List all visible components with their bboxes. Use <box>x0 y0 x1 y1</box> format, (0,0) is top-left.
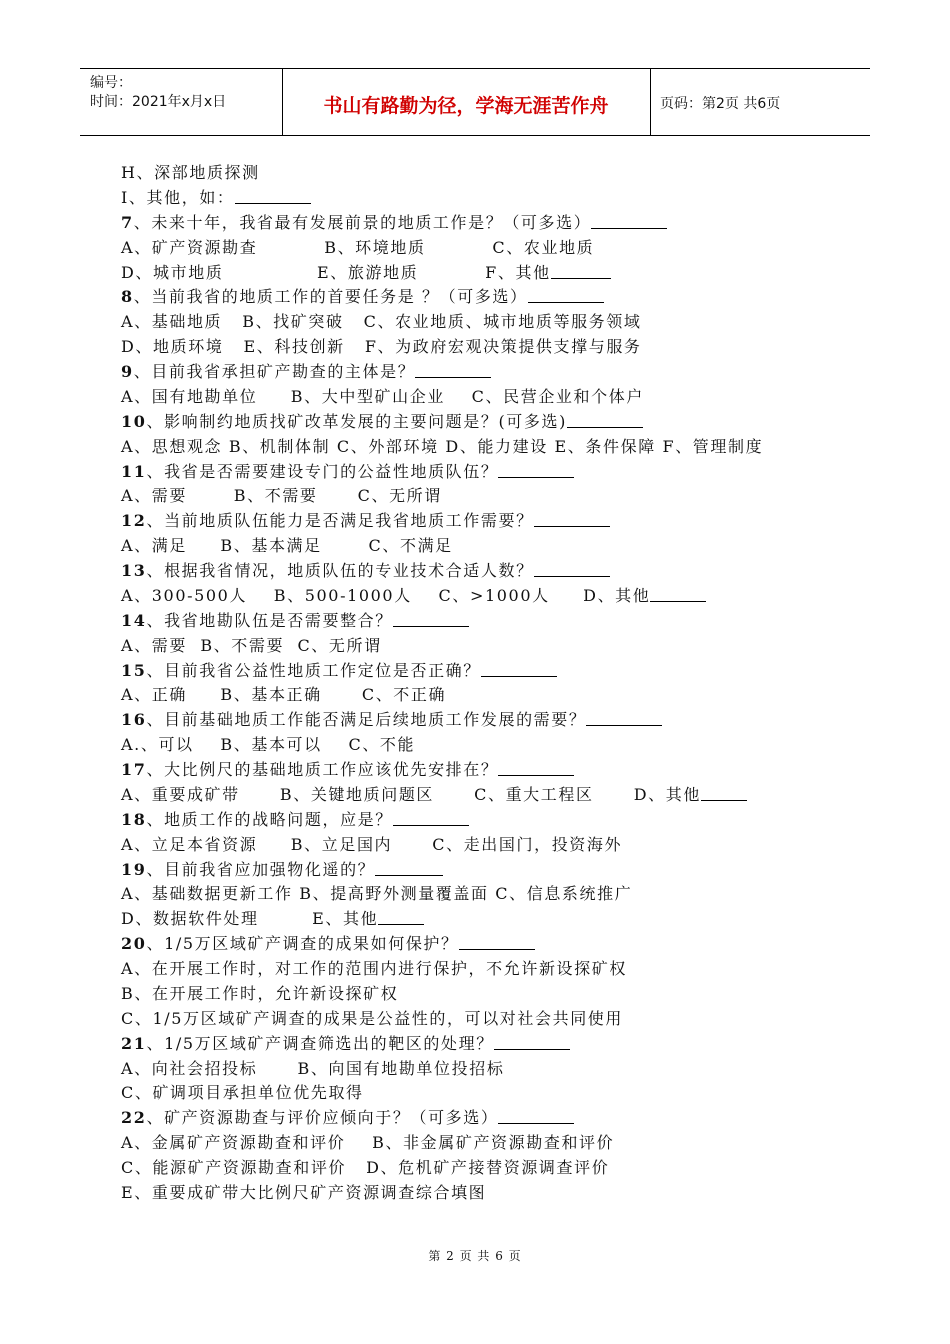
line-text: H、深部地质探测 <box>121 163 260 182</box>
option-line <box>121 1081 841 1106</box>
option-line <box>121 584 841 609</box>
line-text: A、正确 B、基本正确 C、不正确 <box>121 685 447 705</box>
line-text: 、当前地质队伍能力是否满足我省地质工作需要？ <box>146 511 534 531</box>
line-text: 、大比例尺的基础地质工作应该优先安排在？ <box>146 760 499 779</box>
option-line <box>121 310 841 335</box>
line-text: 、我省地勘队伍是否需要整合？ <box>146 610 393 630</box>
line-text: 、目前我省应加强物化遥的？ <box>146 859 376 879</box>
answer-blank[interactable] <box>378 908 424 925</box>
option-line <box>121 783 841 808</box>
line-text: C、矿调项目承担单位优先取得 <box>121 1083 364 1103</box>
line-text: A、满足 B、基本满足 C、不满足 <box>121 536 453 556</box>
question-line <box>121 1106 841 1131</box>
answer-blank[interactable] <box>375 859 443 876</box>
option-line <box>121 1181 841 1206</box>
answer-blank[interactable] <box>393 610 469 627</box>
line-text: D、地质环境 E、科技创新 F、为政府宏观决策提供支撑与服务 <box>121 337 642 357</box>
question-line <box>121 858 841 883</box>
question-line <box>121 659 841 684</box>
option-line <box>121 1131 841 1156</box>
line-text: 、当前我省的地质工作的首要任务是 ？（可多选） <box>133 287 528 307</box>
option-line <box>121 236 841 261</box>
answer-blank[interactable] <box>481 660 557 677</box>
line-text: 、地质工作的战略问题，应是？ <box>146 809 393 829</box>
line-text: 、未来十年，我省最有发展前景的地质工作是？（可多选） <box>133 212 592 232</box>
line-text: 、目前我省承担矿产勘查的主体是？ <box>133 362 416 381</box>
option-line <box>121 484 841 509</box>
line-text: A、在开展工作时，对工作的范围内进行保护，不允许新设探矿权 <box>121 959 627 978</box>
option-line <box>121 733 841 758</box>
option-line <box>121 957 841 982</box>
option-line <box>121 1057 841 1082</box>
question-number: 19 <box>121 859 147 879</box>
question-number: 11 <box>121 461 147 481</box>
option-line <box>121 335 841 360</box>
line-text: B、在开展工作时，允许新设探矿权 <box>121 983 399 1003</box>
answer-blank[interactable] <box>393 809 469 826</box>
answer-blank[interactable] <box>551 262 611 279</box>
question-number: 20 <box>121 934 147 954</box>
line-text: D、数据软件处理 E、其他 <box>121 909 379 929</box>
question-number: 18 <box>121 809 147 829</box>
answer-blank[interactable] <box>534 560 610 577</box>
line-text: A、重要成矿带 B、关键地质问题区 C、重大工程区 D、其他 <box>121 784 701 804</box>
answer-blank[interactable] <box>586 709 662 726</box>
line-text: A、需要 B、不需要 C、无所谓 <box>121 635 382 655</box>
question-number: 10 <box>121 411 147 431</box>
page-footer: 第 2 页 共 6 页 <box>428 1249 522 1263</box>
question-number: 8 <box>121 287 134 307</box>
document-number-label: 编号： <box>90 75 132 91</box>
document-time-label: 时间：2021年x月x日 <box>90 94 227 110</box>
line-text: A、立足本省资源 B、立足国内 C、走出国门，投资海外 <box>121 834 623 854</box>
question-number: 7 <box>121 212 134 232</box>
answer-blank[interactable] <box>494 1033 570 1050</box>
question-line <box>121 360 841 385</box>
option-line <box>121 1007 841 1032</box>
question-number: 21 <box>121 1033 147 1053</box>
header-motto-cell <box>282 69 651 135</box>
answer-blank[interactable] <box>650 585 706 602</box>
question-line <box>121 211 841 236</box>
line-text: 、矿产资源勘查与评价应倾向于？（可多选） <box>146 1108 499 1128</box>
line-text: A、矿产资源勘查 B、环境地质 C、农业地质 <box>121 237 595 257</box>
question-line <box>121 509 841 534</box>
question-number: 22 <box>121 1108 147 1128</box>
answer-blank[interactable] <box>415 361 491 378</box>
question-line <box>121 708 841 733</box>
question-line <box>121 285 841 310</box>
line-text: D、城市地质 E、旅游地质 F、其他 <box>121 262 551 282</box>
answer-blank[interactable] <box>591 212 667 229</box>
question-line <box>121 932 841 957</box>
question-line <box>121 808 841 833</box>
line-text: A、300-500人 B、500-1000人 C、>1000人 D、其他 <box>121 585 651 605</box>
line-text: A、基础地质 B、找矿突破 C、农业地质、城市地质等服务领域 <box>121 312 642 332</box>
answer-blank[interactable] <box>528 286 604 303</box>
option-line <box>121 161 841 186</box>
line-text: A.、可以 B、基本可以 C、不能 <box>121 735 416 755</box>
line-text: 、1/5万区域矿产调查的成果如何保护？ <box>146 934 459 954</box>
line-text: A、国有地勘单位 B、大中型矿山企业 C、民营企业和个体户 <box>121 386 644 406</box>
question-number: 12 <box>121 511 147 531</box>
option-line <box>121 186 841 211</box>
line-text: A、向社会招投标 B、向国有地勘单位投招标 <box>121 1058 505 1078</box>
header-page-number: 页码：第2页 共6页 <box>660 96 781 112</box>
option-line <box>121 907 841 932</box>
option-line <box>121 1156 841 1181</box>
line-text: I、其他，如： <box>121 187 235 207</box>
question-number: 16 <box>121 710 147 730</box>
line-text: 、目前基础地质工作能否满足后续地质工作发展的需要？ <box>146 710 587 730</box>
question-number: 14 <box>121 610 147 630</box>
answer-blank[interactable] <box>498 461 574 478</box>
answer-blank[interactable] <box>459 933 535 950</box>
question-number: 9 <box>121 362 134 381</box>
header-page-cell <box>650 69 870 135</box>
option-line <box>121 634 841 659</box>
header-info-cell <box>80 69 283 135</box>
line-text: 、1/5万区域矿产调查筛选出的靶区的处理？ <box>146 1033 494 1053</box>
question-line <box>121 410 841 435</box>
header-motto: 书山有路勤为径，学海无涯苦作舟 <box>323 95 609 117</box>
line-text: A、需要 B、不需要 C、无所谓 <box>121 486 442 506</box>
line-text: E、重要成矿带大比例尺矿产资源调查综合填图 <box>121 1182 487 1202</box>
option-line <box>121 683 841 708</box>
option-line <box>121 982 841 1007</box>
line-text: C、能源矿产资源勘查和评价 D、危机矿产接替资源调查评价 <box>121 1158 610 1177</box>
answer-blank[interactable] <box>235 187 311 204</box>
question-line <box>121 609 841 634</box>
question-line <box>121 758 841 783</box>
answer-blank[interactable] <box>534 510 610 527</box>
answer-blank[interactable] <box>701 784 747 801</box>
answer-blank[interactable] <box>567 411 643 428</box>
line-text: 、我省是否需要建设专门的公益性地质队伍？ <box>146 461 499 481</box>
answer-blank[interactable] <box>498 1107 574 1124</box>
line-text: 、根据我省情况，地质队伍的专业技术合适人数？ <box>146 561 534 580</box>
question-line <box>121 1032 841 1057</box>
option-line <box>121 833 841 858</box>
question-number: 13 <box>121 561 147 580</box>
question-line <box>121 559 841 584</box>
line-text: A、基础数据更新工作 B、提高野外测量覆盖面 C、信息系统推广 <box>121 884 633 904</box>
question-number: 15 <box>121 660 147 680</box>
line-text: 、目前我省公益性地质工作定位是否正确？ <box>146 660 481 680</box>
question-line <box>121 460 841 485</box>
line-text: A、金属矿产资源勘查和评价 B、非金属矿产资源勘查和评价 <box>121 1133 615 1153</box>
option-line <box>121 882 841 907</box>
line-text: A、思想观念 B、机制体制 C、外部环境 D、能力建设 E、条件保障 F、管理制度 <box>121 436 764 456</box>
answer-blank[interactable] <box>498 759 574 776</box>
line-text: C、1/5万区域矿产调查的成果是公益性的，可以对社会共同使用 <box>121 1008 623 1028</box>
question-number: 17 <box>121 760 147 779</box>
option-line <box>121 534 841 559</box>
questionnaire-body <box>121 161 841 1206</box>
option-line <box>121 261 841 286</box>
option-line <box>121 385 841 410</box>
line-text: 、影响制约地质找矿改革发展的主要问题是？(可多选) <box>146 411 567 431</box>
page-header <box>80 68 870 136</box>
option-line <box>121 435 841 460</box>
